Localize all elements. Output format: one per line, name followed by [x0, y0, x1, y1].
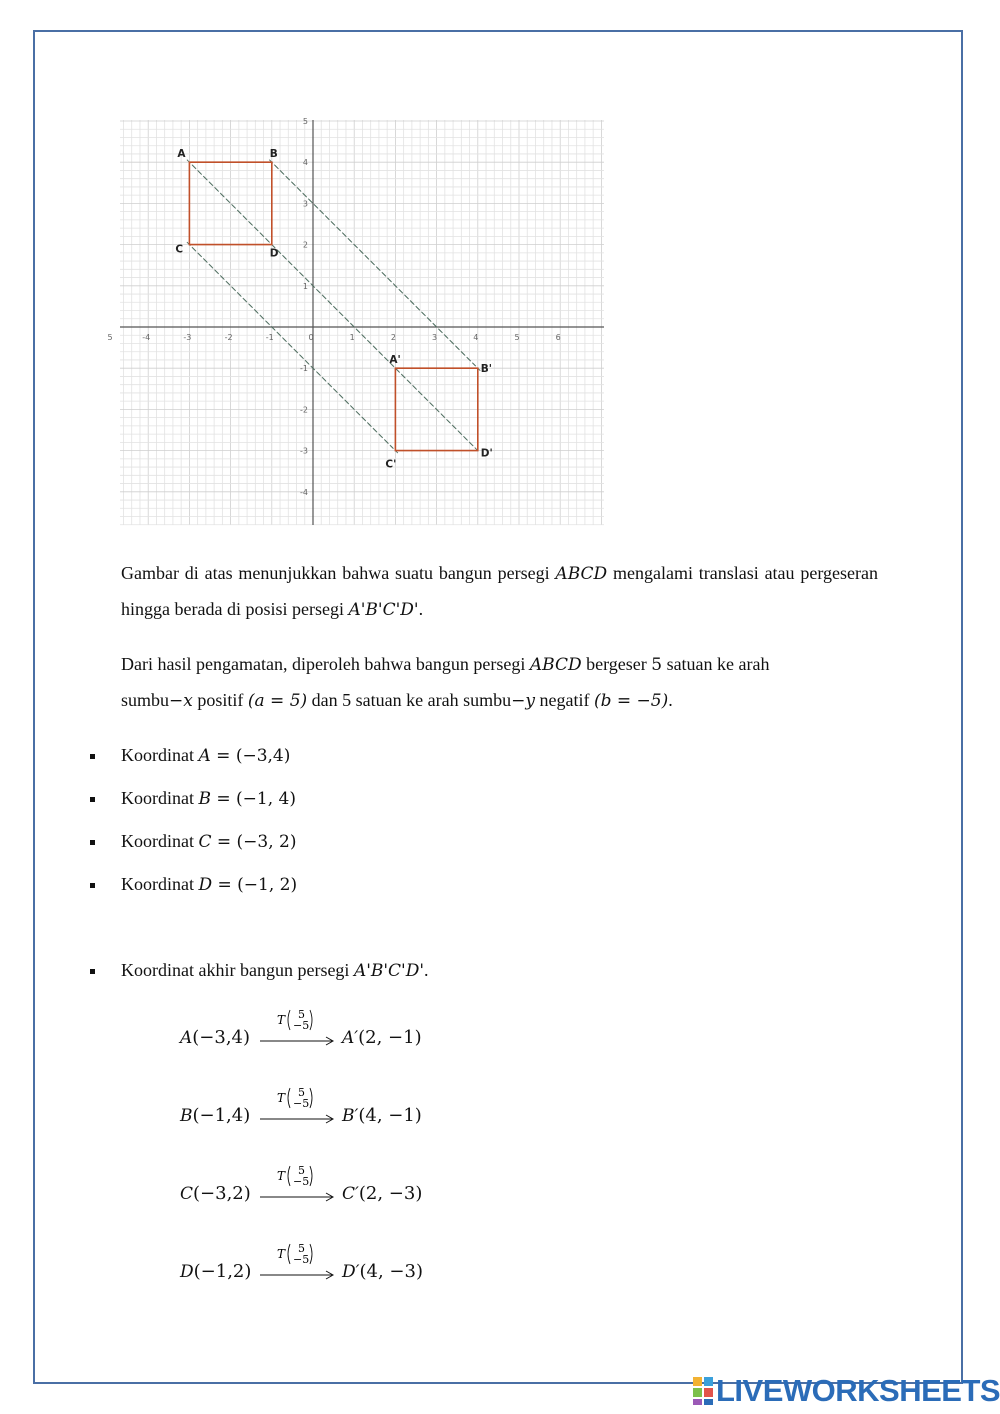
rhs-var: A′	[342, 1028, 359, 1048]
lhs-var: C	[180, 1184, 194, 1204]
translation-c	[180, 1144, 580, 1204]
y-tick-label: 2	[302, 240, 308, 250]
translation-a	[180, 988, 580, 1048]
coord-prefix: Koordinat	[121, 788, 199, 808]
x-tick-label: 1	[349, 333, 355, 342]
lhs-val: (−3,4)	[192, 1027, 251, 1048]
y-tick-label: 3	[302, 199, 308, 209]
para2-text-d: sumbu	[121, 690, 170, 710]
coord-value: = (−3,4)	[210, 746, 291, 766]
point-label: B'	[480, 363, 493, 376]
para1-shape-abcd: ABCD	[555, 564, 608, 584]
point-label: A	[177, 148, 186, 161]
para2-eq-a: (a = 5)	[247, 691, 308, 711]
coord-value: = (−1, 4)	[210, 789, 296, 809]
arrow-bottom: −5	[293, 1175, 310, 1188]
y-tick-label: 5	[302, 117, 308, 126]
point-label: C	[175, 243, 184, 256]
point-label: D	[269, 247, 279, 260]
lhs-var: A	[180, 1028, 193, 1048]
para2-num: 5	[651, 655, 663, 675]
bullet-marker	[90, 797, 95, 802]
rhs-var: C′	[342, 1184, 359, 1204]
lhs-val: (−1,2)	[193, 1261, 252, 1282]
y-tick-label: -3	[300, 446, 308, 456]
x-tick-label: 0	[308, 333, 314, 342]
translation-path-line	[274, 165, 480, 374]
bullet-marker	[90, 883, 95, 888]
para2-axis-x: −x	[169, 691, 193, 711]
rhs-val: (2, −1)	[358, 1027, 422, 1048]
y-tick-label: 4	[302, 158, 308, 168]
paragraph-description	[121, 556, 878, 628]
para2-text-h: .	[668, 690, 673, 710]
arrow-bottom: −5	[293, 1019, 310, 1032]
x-tick-label: 5	[107, 333, 113, 342]
paragraph-observation	[121, 647, 878, 719]
x-tick-label: -2	[224, 333, 233, 342]
point-label: A'	[389, 354, 401, 367]
translation-d	[180, 1222, 580, 1282]
para2-shape: ABCD	[529, 655, 582, 675]
arrow-top: 5	[298, 1164, 305, 1177]
final-shape: A'B'C'D'	[353, 961, 425, 981]
coord-prefix: Koordinat	[121, 874, 199, 894]
rhs-val: (4, −3)	[359, 1261, 423, 1282]
y-tick-label: 1	[302, 281, 308, 291]
arrow-t: T	[277, 1013, 286, 1027]
para2-text-g: negatif	[534, 690, 594, 710]
translation-arrow	[258, 1164, 338, 1204]
x-tick-label: 3	[432, 333, 438, 342]
x-tick-label: -4	[142, 333, 151, 342]
brand-wordmark: LIVEWORKSHEETS	[716, 1373, 1000, 1408]
arrow-bottom: −5	[293, 1253, 310, 1266]
point-label: B	[269, 148, 278, 161]
x-tick-label: 2	[390, 333, 396, 342]
arrow-top: 5	[298, 1242, 305, 1255]
para2-eq-b: (b = −5)	[593, 691, 669, 711]
para2-text-c: satuan ke arah	[662, 654, 770, 674]
para2-axis-y: −y	[511, 691, 535, 711]
rhs-var: B′	[342, 1106, 359, 1126]
bullet-marker	[90, 969, 95, 974]
lhs-var: D	[180, 1262, 194, 1282]
rhs-val: (2, −3)	[358, 1183, 423, 1204]
bullet-marker	[90, 840, 95, 845]
coord-var: B	[198, 789, 211, 809]
arrow-bottom: −5	[293, 1097, 310, 1110]
coord-prefix: Koordinat	[121, 745, 199, 765]
x-tick-label: -3	[183, 333, 192, 342]
para2-text-b: bergeser	[581, 654, 652, 674]
para1-text-c: .	[418, 599, 424, 619]
coordinate-graph	[107, 117, 604, 525]
coord-var: C	[198, 832, 212, 852]
arrow-t: T	[277, 1091, 286, 1105]
x-tick-label: 5	[514, 333, 520, 342]
liveworksheets-logo-icon	[692, 1375, 714, 1407]
y-tick-label: -2	[300, 405, 308, 415]
arrow-t: T	[277, 1169, 286, 1183]
lhs-val: (−3,2)	[193, 1183, 251, 1204]
para1-shape-prime: A'B'C'D'	[348, 600, 419, 620]
final-suffix: .	[424, 960, 429, 980]
translation-arrow	[258, 1242, 338, 1282]
translation-arrow	[258, 1008, 338, 1048]
para2-text-a: Dari hasil pengamatan, diperoleh bahwa bangun persegi	[121, 654, 530, 674]
x-tick-label: 4	[473, 333, 479, 342]
y-tick-label: -4	[300, 487, 308, 497]
coord-prefix: Koordinat	[121, 831, 199, 851]
y-tick-label: -1	[300, 364, 308, 374]
rhs-var: D′	[342, 1262, 360, 1282]
arrow-t: T	[277, 1247, 286, 1261]
arrow-top: 5	[298, 1086, 305, 1099]
para2-text-e: positif	[192, 690, 248, 710]
lhs-val: (−1,4)	[192, 1105, 251, 1126]
coord-var: D	[198, 875, 213, 895]
para1-text-a: Gambar di atas menunjukkan bahwa suatu bangun persegi	[121, 563, 556, 583]
x-tick-label: 6	[555, 333, 561, 342]
point-label: C'	[385, 458, 397, 471]
coord-var: A	[198, 746, 211, 766]
translation-path-line	[192, 247, 401, 453]
rhs-val: (4, −1)	[358, 1105, 422, 1126]
lhs-var: B	[180, 1106, 193, 1126]
translation-arrow	[258, 1086, 338, 1126]
arrow-top: 5	[298, 1008, 305, 1021]
para1-text-b: mengalami translasi atau pergeseran hingga berada di posisi persegi	[121, 563, 878, 619]
point-label: D'	[480, 447, 493, 460]
coord-value: = (−1, 2)	[212, 875, 298, 895]
para2-text-f: dan 5 satuan ke arah sumbu	[307, 690, 512, 710]
x-tick-label: -1	[265, 333, 274, 342]
final-prefix: Koordinat akhir bangun persegi	[121, 960, 354, 980]
translation-path-line	[192, 165, 480, 453]
coord-value: = (−3, 2)	[211, 832, 297, 852]
translation-b	[180, 1066, 580, 1126]
bullet-marker	[90, 754, 95, 759]
